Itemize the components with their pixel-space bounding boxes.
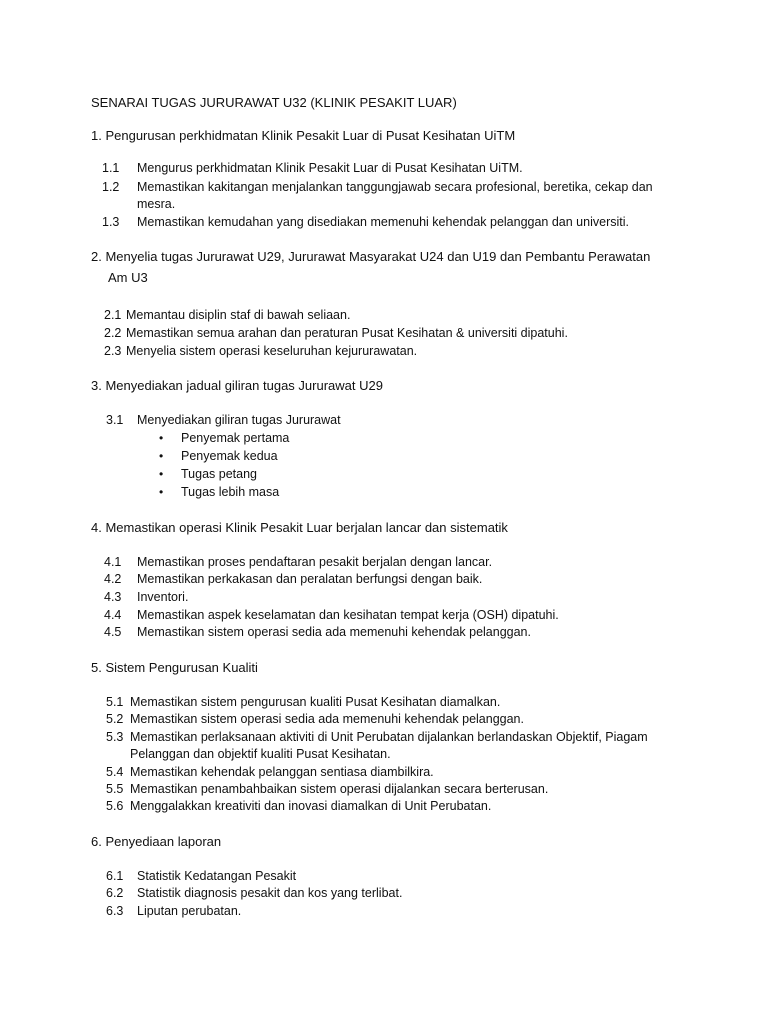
- item-number: 6.1: [106, 869, 124, 883]
- item-text: Memastikan aspek keselamatan dan kesihatan tempat kerja (OSH) dipatuhi.: [137, 608, 559, 622]
- item-text: Mengurus perkhidmatan Klinik Pesakit Luar di Pusat Kesihatan UiTM.: [137, 161, 523, 175]
- item-number: 5.6: [106, 799, 124, 813]
- item-text: Memastikan penambahbaikan sistem operasi dijalankan secara berterusan.: [130, 782, 549, 796]
- item-number: 2.1: [104, 308, 122, 322]
- item-number: 1.3: [102, 215, 120, 229]
- item-number: 2.3: [104, 344, 122, 358]
- item-text: Memastikan kehendak pelanggan sentiasa diambilkira.: [130, 765, 434, 779]
- bullet-text: Tugas lebih masa: [181, 485, 280, 499]
- bullet-text: Penyemak pertama: [181, 431, 290, 445]
- item-number: 4.1: [104, 555, 122, 569]
- bullet-text: Tugas petang: [181, 467, 257, 481]
- section-1-heading: 1. Pengurusan perkhidmatan Klinik Pesakit Luar di Pusat Kesihatan UiTM: [91, 128, 516, 143]
- item-text: Menyediakan giliran tugas Jururawat: [137, 413, 341, 427]
- item-text: Inventori.: [137, 590, 189, 604]
- item-number: 5.4: [106, 765, 124, 779]
- item-number: 5.2: [106, 712, 124, 726]
- item-text: Memastikan sistem operasi sedia ada memenuhi kehendak pelanggan.: [137, 625, 531, 639]
- item-number: 1.1: [102, 161, 120, 175]
- section-6-heading: 6. Penyediaan laporan: [91, 834, 222, 849]
- section-2-heading-continuation: Am U3: [108, 270, 148, 285]
- item-text: Menggalakkan kreativiti dan inovasi diamalkan di Unit Perubatan.: [130, 799, 492, 813]
- item-text: Memastikan semua arahan dan peraturan Pusat Kesihatan & universiti dipatuhi.: [126, 326, 568, 340]
- item-text: Memastikan perlaksanaan aktiviti di Unit Perubatan dijalankan berlandaskan Objektif, Piagam: [130, 730, 648, 744]
- item-number: 4.3: [104, 590, 122, 604]
- item-number: 5.1: [106, 695, 124, 709]
- item-text: Statistik Kedatangan Pesakit: [137, 869, 297, 883]
- bullet-icon: •: [159, 449, 164, 463]
- item-number: 4.2: [104, 572, 122, 586]
- item-text-continuation: Pelanggan dan objektif kualiti Pusat Kesihatan.: [130, 747, 391, 761]
- section-2-heading: 2. Menyelia tugas Jururawat U29, Jururawat Masyarakat U24 dan U19 dan Pembantu Perawatan: [91, 249, 651, 264]
- item-text-continuation: mesra.: [137, 197, 176, 211]
- item-text: Memastikan perkakasan dan peralatan berfungsi dengan baik.: [137, 572, 483, 586]
- item-text: Memastikan sistem pengurusan kualiti Pusat Kesihatan diamalkan.: [130, 695, 501, 709]
- item-text: Menyelia sistem operasi keseluruhan kejururawatan.: [126, 344, 418, 358]
- bullet-icon: •: [159, 485, 164, 499]
- item-text: Memastikan kemudahan yang disediakan memenuhi kehendak pelanggan dan universiti.: [137, 215, 629, 229]
- item-text: Statistik diagnosis pesakit dan kos yang terlibat.: [137, 886, 403, 900]
- document-title: SENARAI TUGAS JURURAWAT U32 (KLINIK PESAKIT LUAR): [91, 95, 457, 110]
- bullet-text: Penyemak kedua: [181, 449, 278, 463]
- item-text: Memastikan sistem operasi sedia ada memenuhi kehendak pelanggan.: [130, 712, 524, 726]
- section-5-heading: 5. Sistem Pengurusan Kualiti: [91, 660, 258, 675]
- item-text: Liputan perubatan.: [137, 904, 242, 918]
- item-number: 4.5: [104, 625, 122, 639]
- bullet-icon: •: [159, 431, 164, 445]
- section-4-heading: 4. Memastikan operasi Klinik Pesakit Luar berjalan lancar dan sistematik: [91, 520, 508, 535]
- item-number: 6.3: [106, 904, 124, 918]
- bullet-icon: •: [159, 467, 164, 481]
- item-number: 6.2: [106, 886, 124, 900]
- item-number: 5.3: [106, 730, 124, 744]
- item-number: 2.2: [104, 326, 122, 340]
- section-3-heading: 3. Menyediakan jadual giliran tugas Jururawat U29: [91, 378, 383, 393]
- item-number: 4.4: [104, 608, 122, 622]
- item-text: Memantau disiplin staf di bawah seliaan.: [126, 308, 351, 322]
- item-number: 3.1: [106, 413, 124, 427]
- item-number: 5.5: [106, 782, 124, 796]
- item-number: 1.2: [102, 180, 120, 194]
- item-text: Memastikan kakitangan menjalankan tanggungjawab secara profesional, beretika, cekap dan: [137, 180, 653, 194]
- item-text: Memastikan proses pendaftaran pesakit berjalan dengan lancar.: [137, 555, 493, 569]
